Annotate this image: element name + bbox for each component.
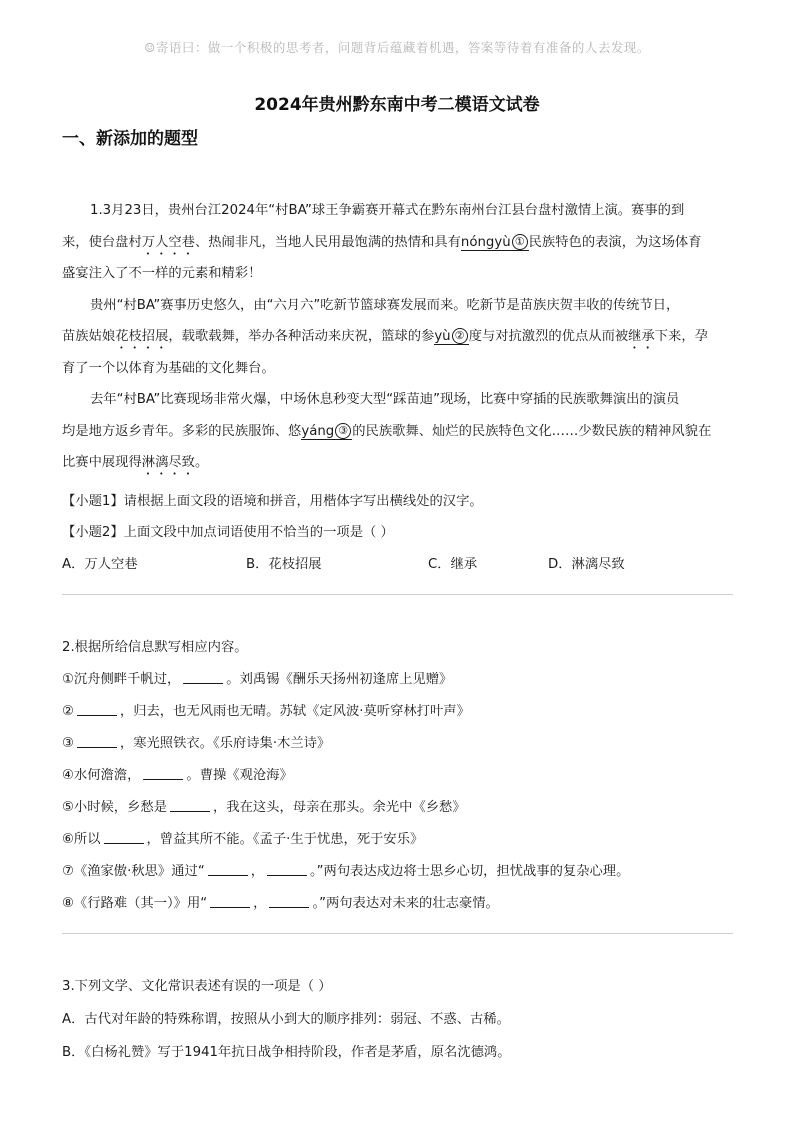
q3-option-a[interactable]: A．古代对年龄的特殊称谓，按照从小到大的顺序排列：弱冠、不惑、古稀。 bbox=[62, 1012, 510, 1027]
answer-blank[interactable] bbox=[143, 767, 183, 780]
q2-item: ⑧《行路难（其一）》用“ ， 。”两句表达对未来的壮志豪情。 bbox=[62, 896, 499, 911]
page-title: 2024年贵州黔东南中考二模语文试卷 bbox=[254, 95, 540, 115]
text-line: 贵州“村BA”赛事历史悠久，由“六月六”吃新节篮球赛发展而来。吃新节是苗族庆贺丰收的传统节日， bbox=[90, 297, 680, 313]
pinyin-blank-2: yù ② bbox=[434, 329, 468, 345]
dotted-word: 继承 bbox=[628, 329, 655, 344]
q1-subquestion-1: 【小题1】请根据上面文段的语境和拼音，用楷体字写出横线处的汉字。 bbox=[62, 494, 483, 509]
pinyin-blank-3: yáng ③ bbox=[301, 424, 352, 440]
q3-stem: 3.下列文学、文化常识表述有误的一项是（ ） bbox=[62, 979, 332, 994]
q2-item: ④水何澹澹， 。曹操《观沧海》 bbox=[62, 768, 293, 783]
answer-blank[interactable] bbox=[210, 895, 250, 908]
q1-option-c[interactable]: C．继承 bbox=[428, 557, 478, 572]
answer-blank[interactable] bbox=[208, 863, 248, 876]
text-line: 去年“村BA”比赛现场非常火爆，中场休息秒变大型“踩苗迪”现场，比赛中穿插的民族歌舞演出的演员 bbox=[90, 392, 680, 407]
blank-number: ② bbox=[452, 328, 468, 344]
q2-item: ⑤小时候，乡愁是 ，我在这头，母亲在那头。余光中《乡愁》 bbox=[62, 800, 466, 815]
divider bbox=[62, 933, 733, 934]
q2-item: ② ，归去，也无风雨也无晴。苏轼《定风波·莫听穿林打叶声》 bbox=[62, 704, 470, 719]
text-line: 盛宴注入了不一样的元素和精彩！ bbox=[62, 266, 262, 281]
answer-blank[interactable] bbox=[104, 831, 144, 844]
dotted-word: 万人空巷 bbox=[141, 234, 195, 250]
divider bbox=[62, 594, 733, 595]
q1-subquestion-2: 【小题2】上面文段中加点词语使用不恰当的一项是（ ） bbox=[62, 525, 394, 540]
q2-item: ⑥所以 ，曾益其所不能。《孟子·生于忧患，死于安乐》 bbox=[62, 832, 424, 847]
q1-paragraph-2 bbox=[62, 290, 738, 385]
header-motto: ☺寄语曰：做一个积极的思考者，问题背后蕴藏着机遇，答案等待着有准备的人去发现。 bbox=[144, 40, 650, 55]
text-line: 来，使台盘村万人空巷、热闹非凡，当地人民用最饱满的热情和具有nóngyù ① 民族特色的表演，为这场体育 bbox=[62, 234, 702, 250]
q2-item: ①沉舟侧畔千帆过， 。刘禹锡《酬乐天扬州初逢席上见赠》 bbox=[62, 672, 453, 687]
answer-blank[interactable] bbox=[183, 671, 223, 684]
q1-paragraph-1 bbox=[62, 195, 738, 290]
q1-option-d[interactable]: D．淋漓尽致 bbox=[548, 557, 625, 572]
text-line: 1.3月23日，贵州台江2024年“村BA”球王争霸赛开幕式在黔东南州台江县台盘村激情上演。赛事的到 bbox=[90, 203, 685, 218]
q1-option-b[interactable]: B．花枝招展 bbox=[246, 557, 322, 572]
answer-blank[interactable] bbox=[170, 799, 210, 812]
dotted-word: 淋漓尽致 bbox=[141, 455, 195, 470]
blank-number: ① bbox=[512, 234, 528, 250]
q2-item: ③ ，寒光照铁衣。《乐府诗集·木兰诗》 bbox=[62, 736, 331, 751]
q2-stem: 2.根据所给信息默写相应内容。 bbox=[62, 640, 248, 655]
pinyin-blank-1: nóngyù ① bbox=[461, 235, 529, 251]
q1-option-a[interactable]: A．万人空巷 bbox=[62, 557, 138, 572]
section-heading: 一、新添加的题型 bbox=[62, 129, 198, 149]
q3-option-b[interactable]: B．《白杨礼赞》写于1941年抗日战争相持阶段，作者是茅盾，原名沈德鸿。 bbox=[62, 1045, 511, 1060]
text-line: 苗族姑娘花枝招展，载歌载舞，举办各种活动来庆祝，篮球的参yù ② 度与对抗激烈的优点从而被继承下来，孕 bbox=[62, 329, 708, 344]
q1-passage bbox=[62, 195, 738, 479]
text-line: 育了一个以体育为基础的文化舞台。 bbox=[62, 360, 275, 376]
text-line: 均是地方返乡青年。多彩的民族服饰、悠yáng ③ 的民族歌舞、灿烂的民族特色文化……少数民族的精神风貌在 bbox=[62, 423, 712, 439]
blank-number: ③ bbox=[335, 423, 351, 439]
answer-blank[interactable] bbox=[77, 735, 117, 748]
answer-blank[interactable] bbox=[267, 863, 307, 876]
q1-paragraph-3 bbox=[62, 384, 738, 479]
dotted-word: 花枝招展 bbox=[115, 329, 169, 344]
q2-item: ⑦《渔家傲·秋思》通过“ ， 。”两句表达戍边将士思乡心切，担忧战事的复杂心理。 bbox=[62, 864, 630, 879]
answer-blank[interactable] bbox=[269, 895, 309, 908]
text-line: 比赛中展现得淋漓尽致。 bbox=[62, 455, 209, 470]
answer-blank[interactable] bbox=[77, 703, 117, 716]
